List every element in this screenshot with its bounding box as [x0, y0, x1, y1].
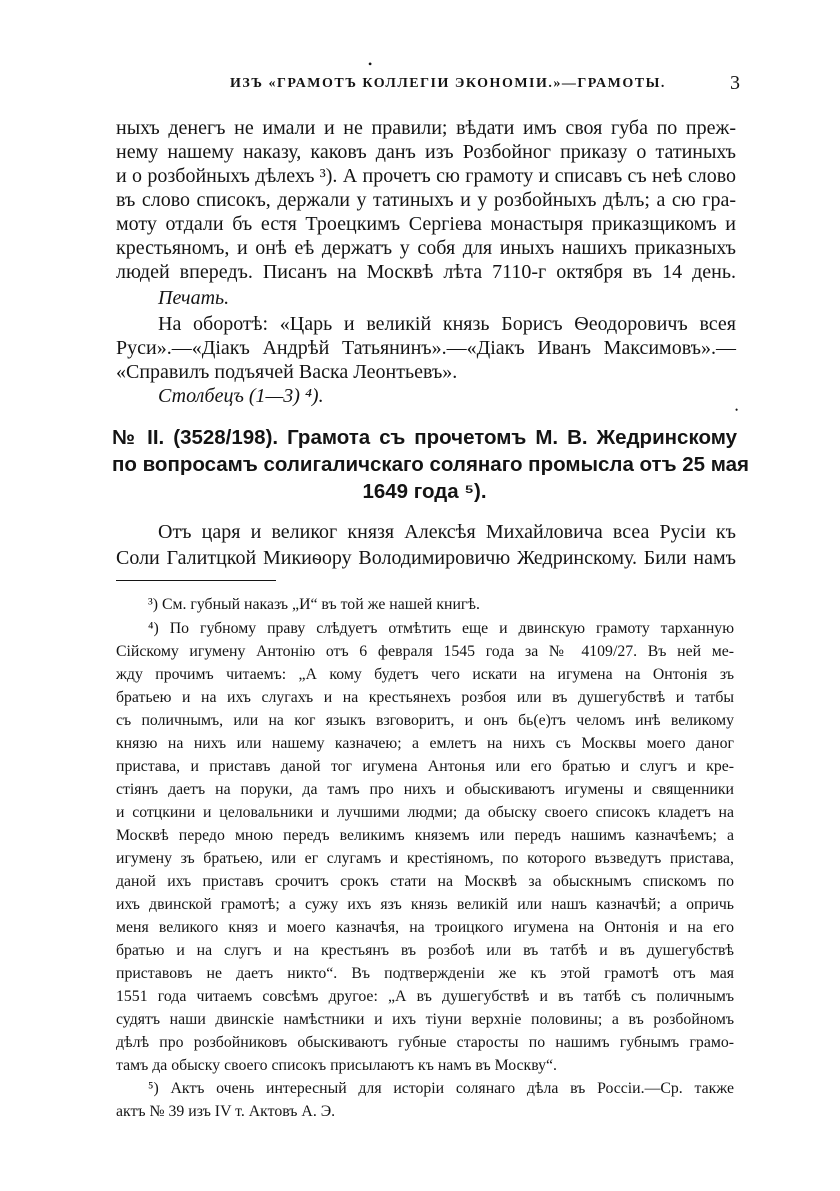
footnote-line: актъ № 39 изъ IV т. Актовъ А. Э.: [116, 1103, 336, 1120]
text-line: «Справилъ подъячей Васка Леонтьевъ».: [116, 361, 458, 383]
footnote-line: стіянъ даетъ на поруки, да тамъ про нихъ и обыскиваютъ игумены и священники: [116, 781, 734, 798]
column-note: Столбецъ (1—3) ⁴).: [158, 385, 324, 407]
footnote-line: даной ихъ приставъ срочитъ срокъ стати на Москвѣ за обыскнымъ спискомъ по: [116, 873, 734, 890]
text-line: На оборотѣ: «Царь и великій князь Борисъ Ѳеодоровичъ всея: [158, 313, 736, 335]
footnote-line: жду прочимъ читаемъ: „А кому будетъ чего искати на игумена на Онтонія зъ: [116, 666, 734, 683]
footnote-line: меня великого княз и моего казначѣя, на троицкого игумена на Онтонія и на его: [116, 919, 734, 936]
text-line: моту отдали бъ естя Троецкимъ Сергіева монастыря приказщикомъ и: [116, 213, 736, 235]
footnote-line: братью и на слугъ и на крестьянъ въ розбоѣ или въ татбѣ и въ душегубствѣ: [116, 942, 734, 959]
document-heading-line: по вопросамъ солигаличскаго солянаго промысла отъ 25 мая: [112, 453, 749, 476]
document-heading-line: № II. (3528/198). Грамота съ прочетомъ М. В. Жедринскому: [112, 426, 737, 449]
text-line: въ слово списокъ, держали у татиныхъ и у розбойныхъ дѣлъ; а сю гра-: [116, 189, 736, 211]
footnote-line: судятъ наши двинскіе намѣстники и ихъ тіуни верхніе половины; а въ розбойномъ: [116, 1011, 734, 1028]
footnote-line: приставовъ не даетъ никто“. Въ подтвержденіи же къ этой грамотѣ отъ мая: [116, 965, 734, 982]
seal-note: Печать.: [158, 287, 230, 309]
footnote-text: ³) См. губный наказъ „И“ въ той же нашей книгѣ.: [148, 596, 480, 613]
text-line: и о розбойныхъ дѣлехъ ³). А прочетъ сю грамоту и списавъ съ неѣ слово: [116, 165, 736, 187]
text-line: Соли Галитцкой Микиѳору Володимировичю Жедринскому. Били намъ: [116, 547, 736, 569]
footnote-line: братьею и на ихъ слугахъ и на крестьянехъ розбоя или въ душегубствѣ и татбы: [116, 689, 734, 706]
footnote-line: [116, 594, 734, 617]
text-line: Отъ царя и великог князя Алексѣя Михайловича всеа Русіи къ: [158, 521, 736, 543]
print-speck: •: [735, 405, 739, 415]
footnote-line: князю на нихъ или нашему казначею; а емлетъ на нихъ съ Москвы моего даног: [116, 735, 734, 752]
footnote-line: тамъ да обыску своего списокъ присылаютъ къ намъ въ Москву“.: [116, 1057, 558, 1074]
document-heading-line: 1649 года ⁵).: [362, 480, 487, 503]
footnote-line: ⁴) По губному праву слѣдуетъ отмѣтить еще и двинскую грамоту тарханную: [148, 620, 734, 637]
running-header: [120, 72, 740, 96]
footnote-line: 1551 года читаемъ совсѣмъ другое: „А въ душегубствѣ и въ татбѣ съ поличнымъ: [116, 988, 734, 1005]
footnote-line: и сотцкини и целовальники и лучшими людми; да обыску своего списокъ кладетъ на: [116, 804, 734, 821]
footnote-divider: [116, 580, 276, 581]
footnote-line: ихъ двинской грамотѣ; а сужу ихъ язъ князь великій или нашъ казначѣй; а опричь: [116, 896, 734, 913]
footnote-line: Сійскому игумену Антонію отъ 6 февраля 1545 года за № 4109/27. Въ ней ме-: [116, 643, 734, 660]
running-title: ИЗЪ «ГРАМОТЪ КОЛЛЕГІИ ЭКОНОМІИ.»—ГРАМОТЫ.: [230, 76, 666, 91]
footnote-line: ⁵) Актъ очень интересный для исторіи солянаго дѣла въ Россіи.—Ср. также: [148, 1080, 734, 1097]
footnote-line: дѣлѣ про розбойниковъ обыскиваютъ губные старосты по нашимъ губнымъ грамо-: [116, 1034, 734, 1051]
text-line: ныхъ денегъ не имали и не правили; вѣдати имъ своя губа по преж-: [116, 117, 736, 139]
text-line: нему нашему наказу, каковъ данъ изъ Розбойног приказу о татиныхъ: [116, 141, 736, 163]
print-speck: •: [368, 57, 373, 71]
page-number: 3: [730, 72, 740, 94]
text-line: крестьяномъ, и онѣ еѣ держатъ у собя для иныхъ нашихъ приказныхъ: [116, 237, 736, 259]
footnote-line: игумену зъ братьею, или ег слугамъ и крестіяномъ, по которого възведутъ пристава,: [116, 850, 734, 867]
footnote-line: пристава, и приставъ даной тог игумена Антонья или его братью и слугъ и кре-: [116, 758, 734, 775]
text-line: людей впередъ. Писанъ на Москвѣ лѣта 7110-г октября въ 14 день.: [116, 261, 736, 283]
footnote-line: съ поличнымъ, или на ког языкъ взговоритъ, и онъ бь(е)тъ челомъ инѣ великому: [116, 712, 734, 729]
text-line: Руси».—«Діакъ Андрѣй Татьянинъ».—«Діакъ Иванъ Максимовъ».—: [116, 337, 736, 359]
footnote-line: Москвѣ передо мною передъ великимъ княземъ или передъ нашимъ казначѣемъ; а: [116, 827, 734, 844]
